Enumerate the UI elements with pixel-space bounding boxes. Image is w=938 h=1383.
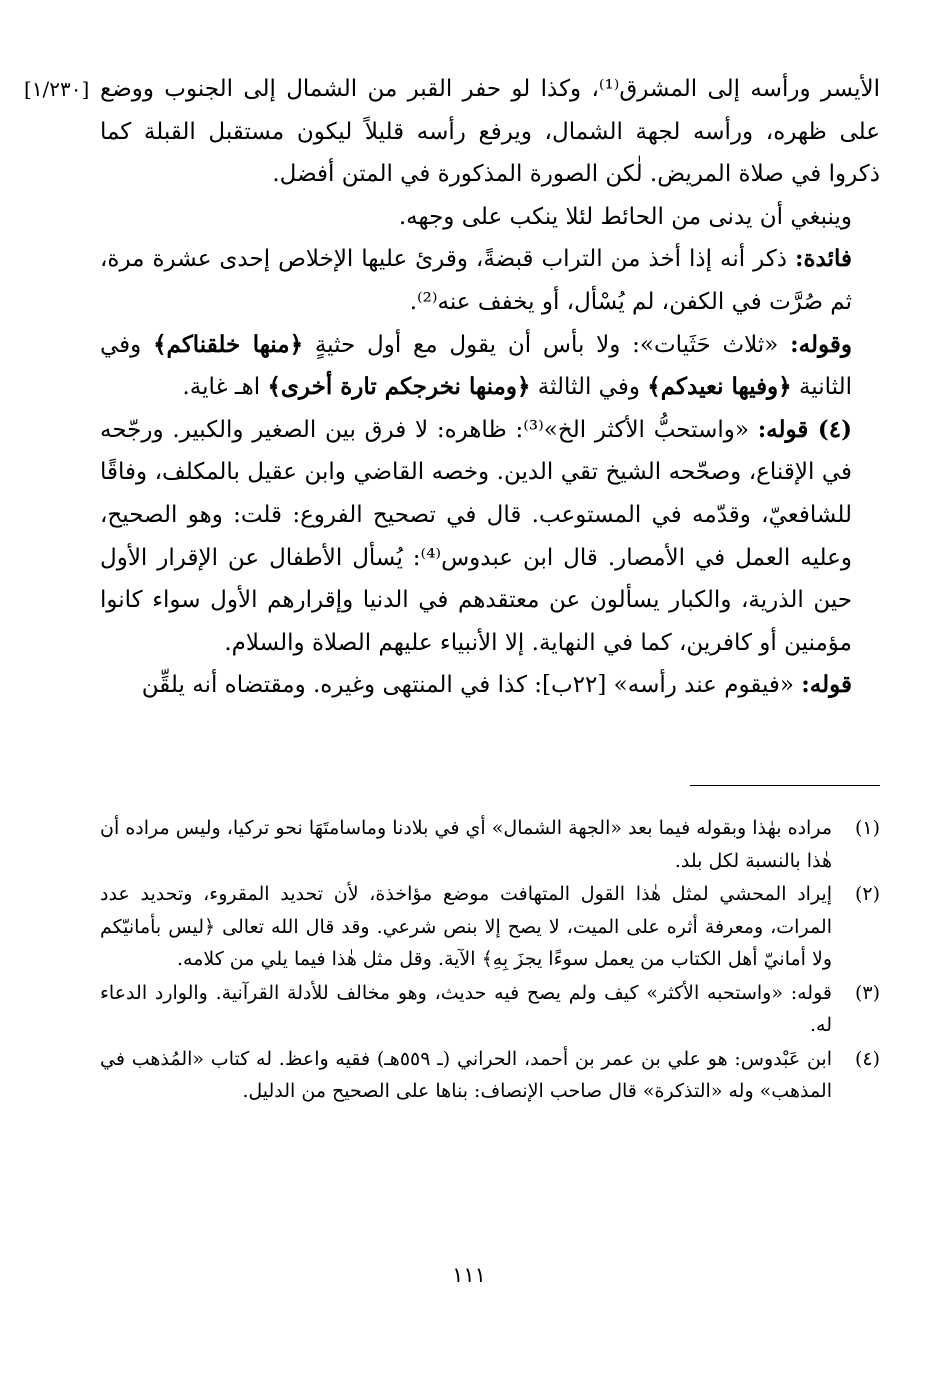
paragraph-3-text: ذكر أنه إذا أخذ من التراب قبضةً، وقرئ عليها الإخلاص إحدى عشرة مرة، ثم صُرَّت في الكفن، لم يُسْأل، أو يخفف عنه⁽²⁾. — [100, 246, 852, 315]
footnote — [100, 1043, 880, 1108]
footnote-text: قوله: «واستحبه الأكثر» كيف ولم يصح فيه حديث، وهو مخالف للأدلة القرآنية. والوارد الدعاء له. — [100, 981, 832, 1036]
main-text — [100, 68, 880, 707]
footnotes — [100, 812, 880, 1109]
footnote-number: (١) — [854, 817, 880, 839]
footnote-number: (٢) — [854, 883, 880, 905]
paragraph-4-text-c: وفي الثالثة — [530, 374, 648, 401]
paragraph-2: وينبغي أن يدنى من الحائط لئلا ينكب على وجهه. — [398, 203, 852, 230]
paragraph-4-text-b: وفي الثانية — [100, 331, 852, 401]
paragraph-5 — [100, 409, 880, 665]
paragraph-6-lead: قوله: — [801, 671, 852, 699]
paragraph-5-lead: (٤) قوله: — [757, 415, 852, 443]
paragraph-3 — [100, 238, 880, 323]
footnote-divider — [690, 785, 880, 786]
quran-quote-1: ﴿منها خلقناكم﴾ — [153, 330, 304, 358]
footnote — [100, 977, 880, 1042]
footnote-text: مراده بهٰذا وبقوله فيما بعد «الجهة الشمال» أي في بلادنا وماسامتَهَا نحو تركيا، وليس مراده أن هٰذا بالنسبة لكل بلد. — [100, 817, 832, 872]
quran-quote-3: ﴿ومنها نخرجكم تارة أخرى﴾ — [267, 373, 531, 401]
paragraph-4-lead: وقوله: — [790, 330, 852, 358]
paragraph-4-text-a: «ثلاث حَثَيات»: ولا بأس أن يقول مع أول حثيةٍ — [303, 331, 791, 358]
quran-quote-2: ﴿وفيها نعيدكم﴾ — [647, 373, 792, 401]
margin-page-reference: [١/٢٣٠] — [24, 77, 90, 101]
paragraph-6 — [100, 664, 880, 707]
footnote-text: إيراد المحشي لمثل هٰذا القول المتهافت موضع مؤاخذة، لأن تحديد المقروء، وتحديد عدد المرات، ومعرفة أثره على الميت، لا يصح إلا بنص شرعي. وقد قال الله تعالى ﴿ليس بأمانيّكم ولا أمانيّ أهل الكتاب من يعمل سوءًا يجزَ بِهِ﴾ الآية. وقل مثل هٰذا فيما يلي من كلامه. — [100, 883, 832, 970]
footnote — [100, 812, 880, 877]
footnote-number: (٤) — [854, 1047, 880, 1070]
footnote-number: (٣) — [854, 981, 880, 1004]
paragraph-1: الأيسر ورأسه إلى المشرق⁽¹⁾، وكذا لو حفر القبر من الشمال إلى الجنوب ووضع على ظهره، ورأسه لجهة الشمال، ويرفع رأسه قليلاً ليكون مستقبل القبلة كما ذكروا في صلاة المريض. لٰكن الصورة المذكورة في المتن أفضل. — [100, 76, 880, 188]
paragraph-4 — [100, 324, 880, 409]
page-number: ١١١ — [452, 1263, 486, 1287]
paragraph-4-text-d: اهـ غاية. — [182, 374, 268, 401]
footnote-text: ابن عَبْدوس: هو علي بن عمر بن أحمد، الحراني (ـ ٥٥٩هـ) فقيه واعظ. له كتاب «المُذهب في المذهب» وله «التذكرة» قال صاحب الإنصاف: بناها على الصحيح من الدليل. — [100, 1047, 832, 1102]
paragraph-5-text: «واستحبُّ الأكثر الخ»⁽³⁾: ظاهره: لا فرق بين الصغير والكبير. ورجّحه في الإقناع، وصحّحه الشيخ تقي الدين. وخصه القاضي وابن عقيل بالمكلف، وفاقًا للشافعيّ، وقدّمه في المستوعب. قال في تصحيح الفروع: قلت: وهو الصحيح، وعليه العمل في الأمصار. قال ابن عبدوس⁽⁴⁾: يُسأل الأطفال عن الإقرار الأول حين الذرية، والكبار يسألون عن معتقدهم في الدنيا وإقرارهم الأول سواء كانوا مؤمنين أو كافرين، كما في النهاية. إلا الأنبياء عليهم الصلاة والسلام. — [100, 416, 852, 656]
paragraph-3-lead: فائدة: — [794, 245, 852, 273]
footnote — [100, 878, 880, 976]
paragraph-6-text: «فيقوم عند رأسه» [٢٢ب]: كذا في المنتهى وغيره. ومقتضاه أنه يلقِّن — [141, 672, 802, 699]
